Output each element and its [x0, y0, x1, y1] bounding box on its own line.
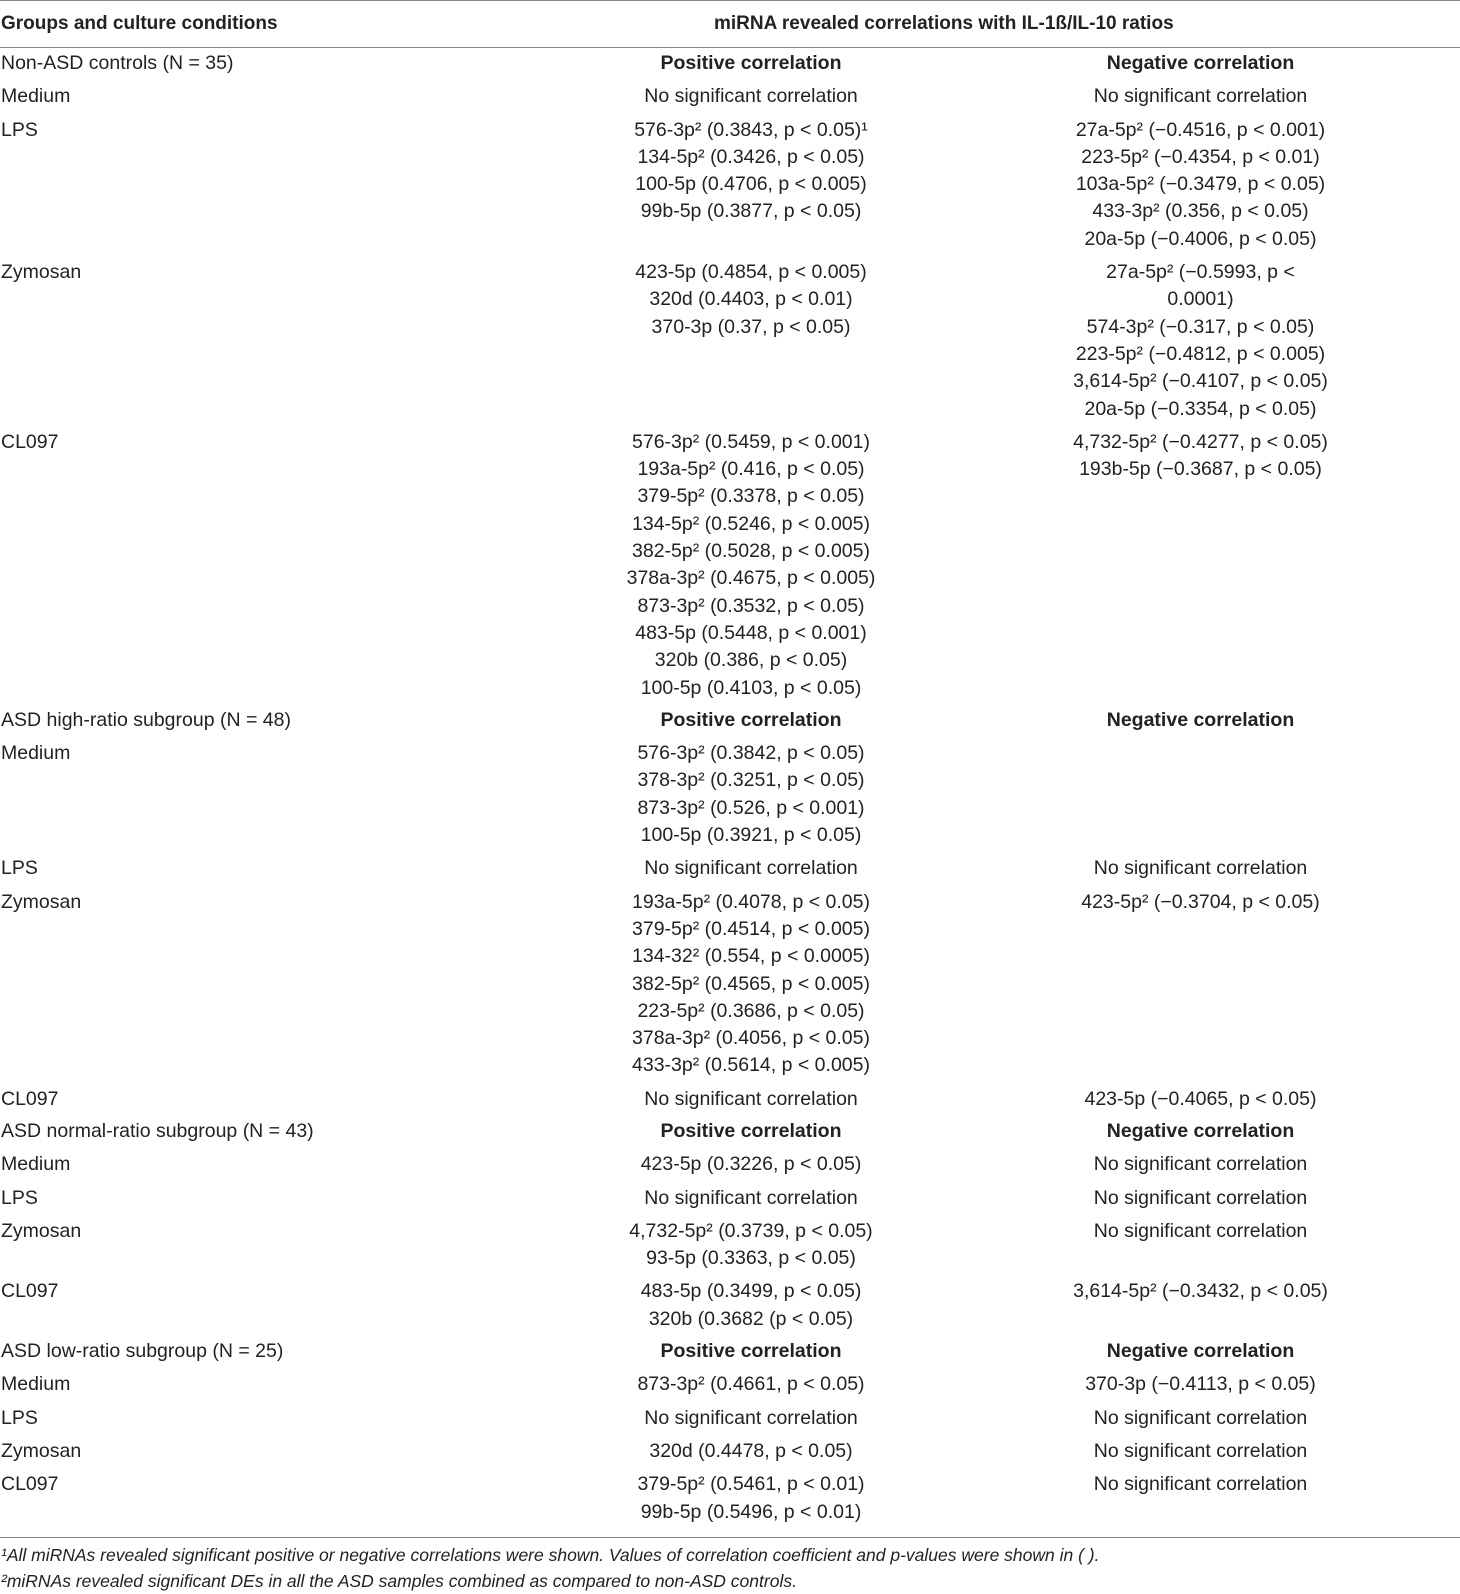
negative-entry: 370-3p (−0.4113, p < 0.05): [1085, 1373, 1316, 1396]
positive-entry: 379-5p² (0.5461, p < 0.01): [637, 1473, 865, 1496]
condition-name: LPS: [1, 118, 38, 141]
negative-cell: [941, 855, 1460, 882]
table-row: [0, 1435, 1460, 1468]
positive-header: Positive correlation: [660, 1340, 842, 1363]
condition-name: Zymosan: [1, 1439, 82, 1462]
positive-entry: 576-3p² (0.3843, p < 0.05)¹: [634, 118, 868, 141]
condition-name: CL097: [1, 1280, 59, 1303]
positive-entry: 423-5p (0.3226, p < 0.05): [640, 1153, 862, 1176]
footnote-2: ²miRNAs revealed significant DEs in all the ASD samples combined as compared to non-ASD controls.: [1, 1570, 797, 1591]
condition-name: Medium: [1, 1153, 71, 1176]
positive-entry: 433-3p² (0.5614, p < 0.005): [632, 1054, 870, 1077]
condition-name: Zymosan: [1, 890, 82, 913]
negative-entry: 20a-5p (−0.4006, p < 0.05): [1084, 227, 1317, 250]
positive-cell: [561, 889, 941, 1080]
positive-entry: 99b-5p (0.5496, p < 0.01): [640, 1500, 862, 1523]
positive-cell: [561, 259, 941, 423]
group-row: [0, 1336, 1460, 1368]
negative-entry: 574-3p² (−0.317, p < 0.05): [1086, 315, 1315, 338]
positive-entry: 378a-3p² (0.4675, p < 0.005): [626, 567, 876, 590]
positive-entry: 100-5p (0.4706, p < 0.005): [635, 173, 867, 196]
negative-entry: 3,614-5p² (−0.3432, p < 0.05): [1073, 1280, 1328, 1303]
positive-entry: 193a-5p² (0.4078, p < 0.05): [632, 890, 870, 913]
negative-cell: [941, 117, 1460, 253]
table-header: [0, 1, 1460, 48]
table-row: [0, 426, 1460, 705]
positive-entry: 379-5p² (0.4514, p < 0.005): [632, 917, 870, 940]
group-row: [0, 48, 1460, 80]
positive-cell: [561, 83, 941, 110]
positive-entry: 483-5p (0.3499, p < 0.05): [640, 1280, 862, 1303]
negative-cell: [941, 1218, 1460, 1273]
positive-entry: 134-5p² (0.3426, p < 0.05): [637, 145, 865, 168]
table-row: [0, 256, 1460, 426]
negative-cell: [941, 1405, 1460, 1432]
footnotes: [0, 1538, 1460, 1594]
negative-cell: [941, 1438, 1460, 1465]
table-row: [0, 1468, 1460, 1529]
table-row: [0, 1402, 1460, 1435]
positive-entry: 873-3p² (0.3532, p < 0.05): [637, 594, 865, 617]
positive-cell: [561, 855, 941, 882]
positive-entry: 378-3p² (0.3251, p < 0.05): [637, 769, 865, 792]
positive-cell: [561, 1086, 941, 1113]
negative-entry: No significant correlation: [1093, 857, 1308, 880]
negative-entry: No significant correlation: [1093, 1153, 1308, 1176]
table-row: [0, 1368, 1460, 1401]
positive-entry: 320d (0.4403, p < 0.01): [649, 288, 853, 311]
positive-entry: 382-5p² (0.4565, p < 0.005): [632, 972, 870, 995]
table-body: [0, 48, 1460, 1529]
positive-entry: 93-5p (0.3363, p < 0.05): [646, 1247, 856, 1270]
negative-entry: 20a-5p (−0.3354, p < 0.05): [1084, 397, 1317, 420]
positive-cell: [561, 1471, 941, 1526]
negative-entry: 103a-5p² (−0.3479, p < 0.05): [1075, 173, 1326, 196]
negative-cell: [941, 1278, 1460, 1333]
positive-cell: [561, 1151, 941, 1178]
condition-name: Medium: [1, 1373, 71, 1396]
positive-entry: 379-5p² (0.3378, p < 0.05): [637, 485, 865, 508]
positive-entry: 100-5p (0.3921, p < 0.05): [640, 824, 862, 847]
negative-entry: 0.0001): [1167, 288, 1234, 311]
footnote-1: ¹All miRNAs revealed significant positive or negative correlations were shown. Values of correlation coefficient and p-values were shown in ( ).: [1, 1544, 1100, 1565]
negative-entry: 27a-5p² (−0.4516, p < 0.001): [1075, 118, 1326, 141]
positive-cell: [561, 429, 941, 702]
negative-header: Negative correlation: [1106, 708, 1295, 731]
negative-cell: [941, 1371, 1460, 1398]
positive-entry: 873-3p² (0.4661, p < 0.05): [637, 1373, 865, 1396]
table-row: [0, 1215, 1460, 1276]
negative-entry: 423-5p (−0.4065, p < 0.05): [1084, 1087, 1317, 1110]
positive-entry: No significant correlation: [644, 1186, 858, 1209]
group-label: ASD high-ratio subgroup (N = 48): [1, 708, 291, 731]
group-label: ASD normal-ratio subgroup (N = 43): [1, 1119, 314, 1142]
positive-entry: 378a-3p² (0.4056, p < 0.05): [632, 1027, 870, 1050]
positive-entry: No significant correlation: [644, 85, 858, 108]
condition-name: Medium: [1, 85, 71, 108]
negative-header: Negative correlation: [1106, 52, 1295, 74]
condition-name: Zymosan: [1, 1219, 82, 1242]
table-row: [0, 80, 1460, 113]
table-row: [0, 1148, 1460, 1181]
condition-name: LPS: [1, 1406, 38, 1429]
negative-entry: 27a-5p² (−0.5993, p <: [1106, 261, 1295, 284]
negative-cell: [941, 1151, 1460, 1178]
negative-entry: No significant correlation: [1093, 1439, 1308, 1462]
positive-cell: [561, 1438, 941, 1465]
negative-entry: No significant correlation: [1093, 1406, 1308, 1429]
positive-entry: 134-5p² (0.5246, p < 0.005): [632, 512, 870, 535]
positive-entry: No significant correlation: [644, 1087, 858, 1110]
positive-header: Positive correlation: [660, 708, 842, 731]
header-mirna: miRNA revealed correlations with IL-1ß/IL-10 ratios: [714, 13, 1174, 34]
positive-entry: 576-3p² (0.3842, p < 0.05): [637, 742, 865, 765]
positive-cell: [561, 117, 941, 253]
group-label: Non-ASD controls (N = 35): [1, 52, 234, 74]
positive-entry: 483-5p (0.5448, p < 0.001): [635, 621, 867, 644]
condition-name: CL097: [1, 1473, 59, 1496]
negative-entry: 193b-5p (−0.3687, p < 0.05): [1079, 458, 1322, 481]
negative-entry: 3,614-5p² (−0.4107, p < 0.05): [1073, 370, 1328, 393]
negative-cell: [941, 889, 1460, 1080]
positive-entry: 320d (0.4478, p < 0.05): [649, 1439, 853, 1462]
table-row: [0, 886, 1460, 1083]
condition-name: LPS: [1, 857, 38, 880]
positive-cell: [561, 740, 941, 849]
negative-entry: No significant correlation: [1093, 1473, 1308, 1496]
negative-cell: [941, 740, 1460, 849]
positive-entry: 576-3p² (0.5459, p < 0.001): [632, 430, 870, 453]
negative-entry: 433-3p² (0.356, p < 0.05): [1092, 200, 1309, 223]
condition-name: CL097: [1, 1087, 59, 1110]
positive-cell: [561, 1185, 941, 1212]
positive-entry: 100-5p (0.4103, p < 0.05): [640, 676, 862, 699]
condition-name: CL097: [1, 430, 59, 453]
negative-header: Negative correlation: [1106, 1340, 1295, 1363]
positive-entry: 99b-5p (0.3877, p < 0.05): [640, 200, 862, 223]
positive-cell: [561, 1218, 941, 1273]
negative-cell: [941, 429, 1460, 702]
positive-cell: [561, 1278, 941, 1333]
positive-cell: [561, 1371, 941, 1398]
table-row: [0, 1182, 1460, 1215]
header-groups: Groups and culture conditions: [1, 13, 278, 34]
table-row: [0, 737, 1460, 852]
negative-cell: [941, 1185, 1460, 1212]
positive-entry: No significant correlation: [644, 857, 858, 880]
condition-name: LPS: [1, 1186, 38, 1209]
positive-entry: 134-32² (0.554, p < 0.0005): [632, 945, 870, 968]
positive-entry: 382-5p² (0.5028, p < 0.005): [632, 540, 870, 563]
positive-entry: 4,732-5p² (0.3739, p < 0.05): [629, 1219, 873, 1242]
positive-entry: 223-5p² (0.3686, p < 0.05): [637, 999, 865, 1022]
negative-cell: [941, 1086, 1460, 1113]
positive-entry: 873-3p² (0.526, p < 0.001): [637, 796, 865, 819]
positive-entry: 423-5p (0.4854, p < 0.005): [635, 261, 867, 284]
negative-entry: No significant correlation: [1093, 85, 1308, 108]
negative-entry: 4,732-5p² (−0.4277, p < 0.05): [1073, 430, 1328, 453]
negative-entry: 423-5p² (−0.3704, p < 0.05): [1081, 890, 1320, 913]
negative-entry: 223-5p² (−0.4812, p < 0.005): [1075, 342, 1326, 365]
positive-cell: [561, 1405, 941, 1432]
group-row: [0, 705, 1460, 737]
negative-cell: [941, 1471, 1460, 1526]
table-row: [0, 1083, 1460, 1116]
positive-entry: 320b (0.386, p < 0.05): [654, 649, 848, 672]
negative-header: Negative correlation: [1106, 1119, 1295, 1142]
condition-name: Zymosan: [1, 261, 82, 284]
table-row: [0, 852, 1460, 885]
positive-header: Positive correlation: [660, 52, 842, 74]
negative-entry: No significant correlation: [1093, 1186, 1308, 1209]
positive-entry: 193a-5p² (0.416, p < 0.05): [637, 458, 865, 481]
negative-cell: [941, 259, 1460, 423]
condition-name: Medium: [1, 742, 71, 765]
negative-cell: [941, 83, 1460, 110]
table-row: [0, 114, 1460, 256]
negative-entry: No significant correlation: [1093, 1219, 1308, 1242]
positive-entry: 320b (0.3682 (p < 0.05): [648, 1307, 854, 1330]
group-row: [0, 1116, 1460, 1148]
group-label: ASD low-ratio subgroup (N = 25): [1, 1340, 284, 1363]
positive-entry: No significant correlation: [644, 1406, 858, 1429]
table-row: [0, 1275, 1460, 1336]
negative-entry: 223-5p² (−0.4354, p < 0.01): [1081, 145, 1320, 168]
positive-entry: 370-3p (0.37, p < 0.05): [651, 315, 851, 338]
positive-header: Positive correlation: [660, 1119, 842, 1142]
